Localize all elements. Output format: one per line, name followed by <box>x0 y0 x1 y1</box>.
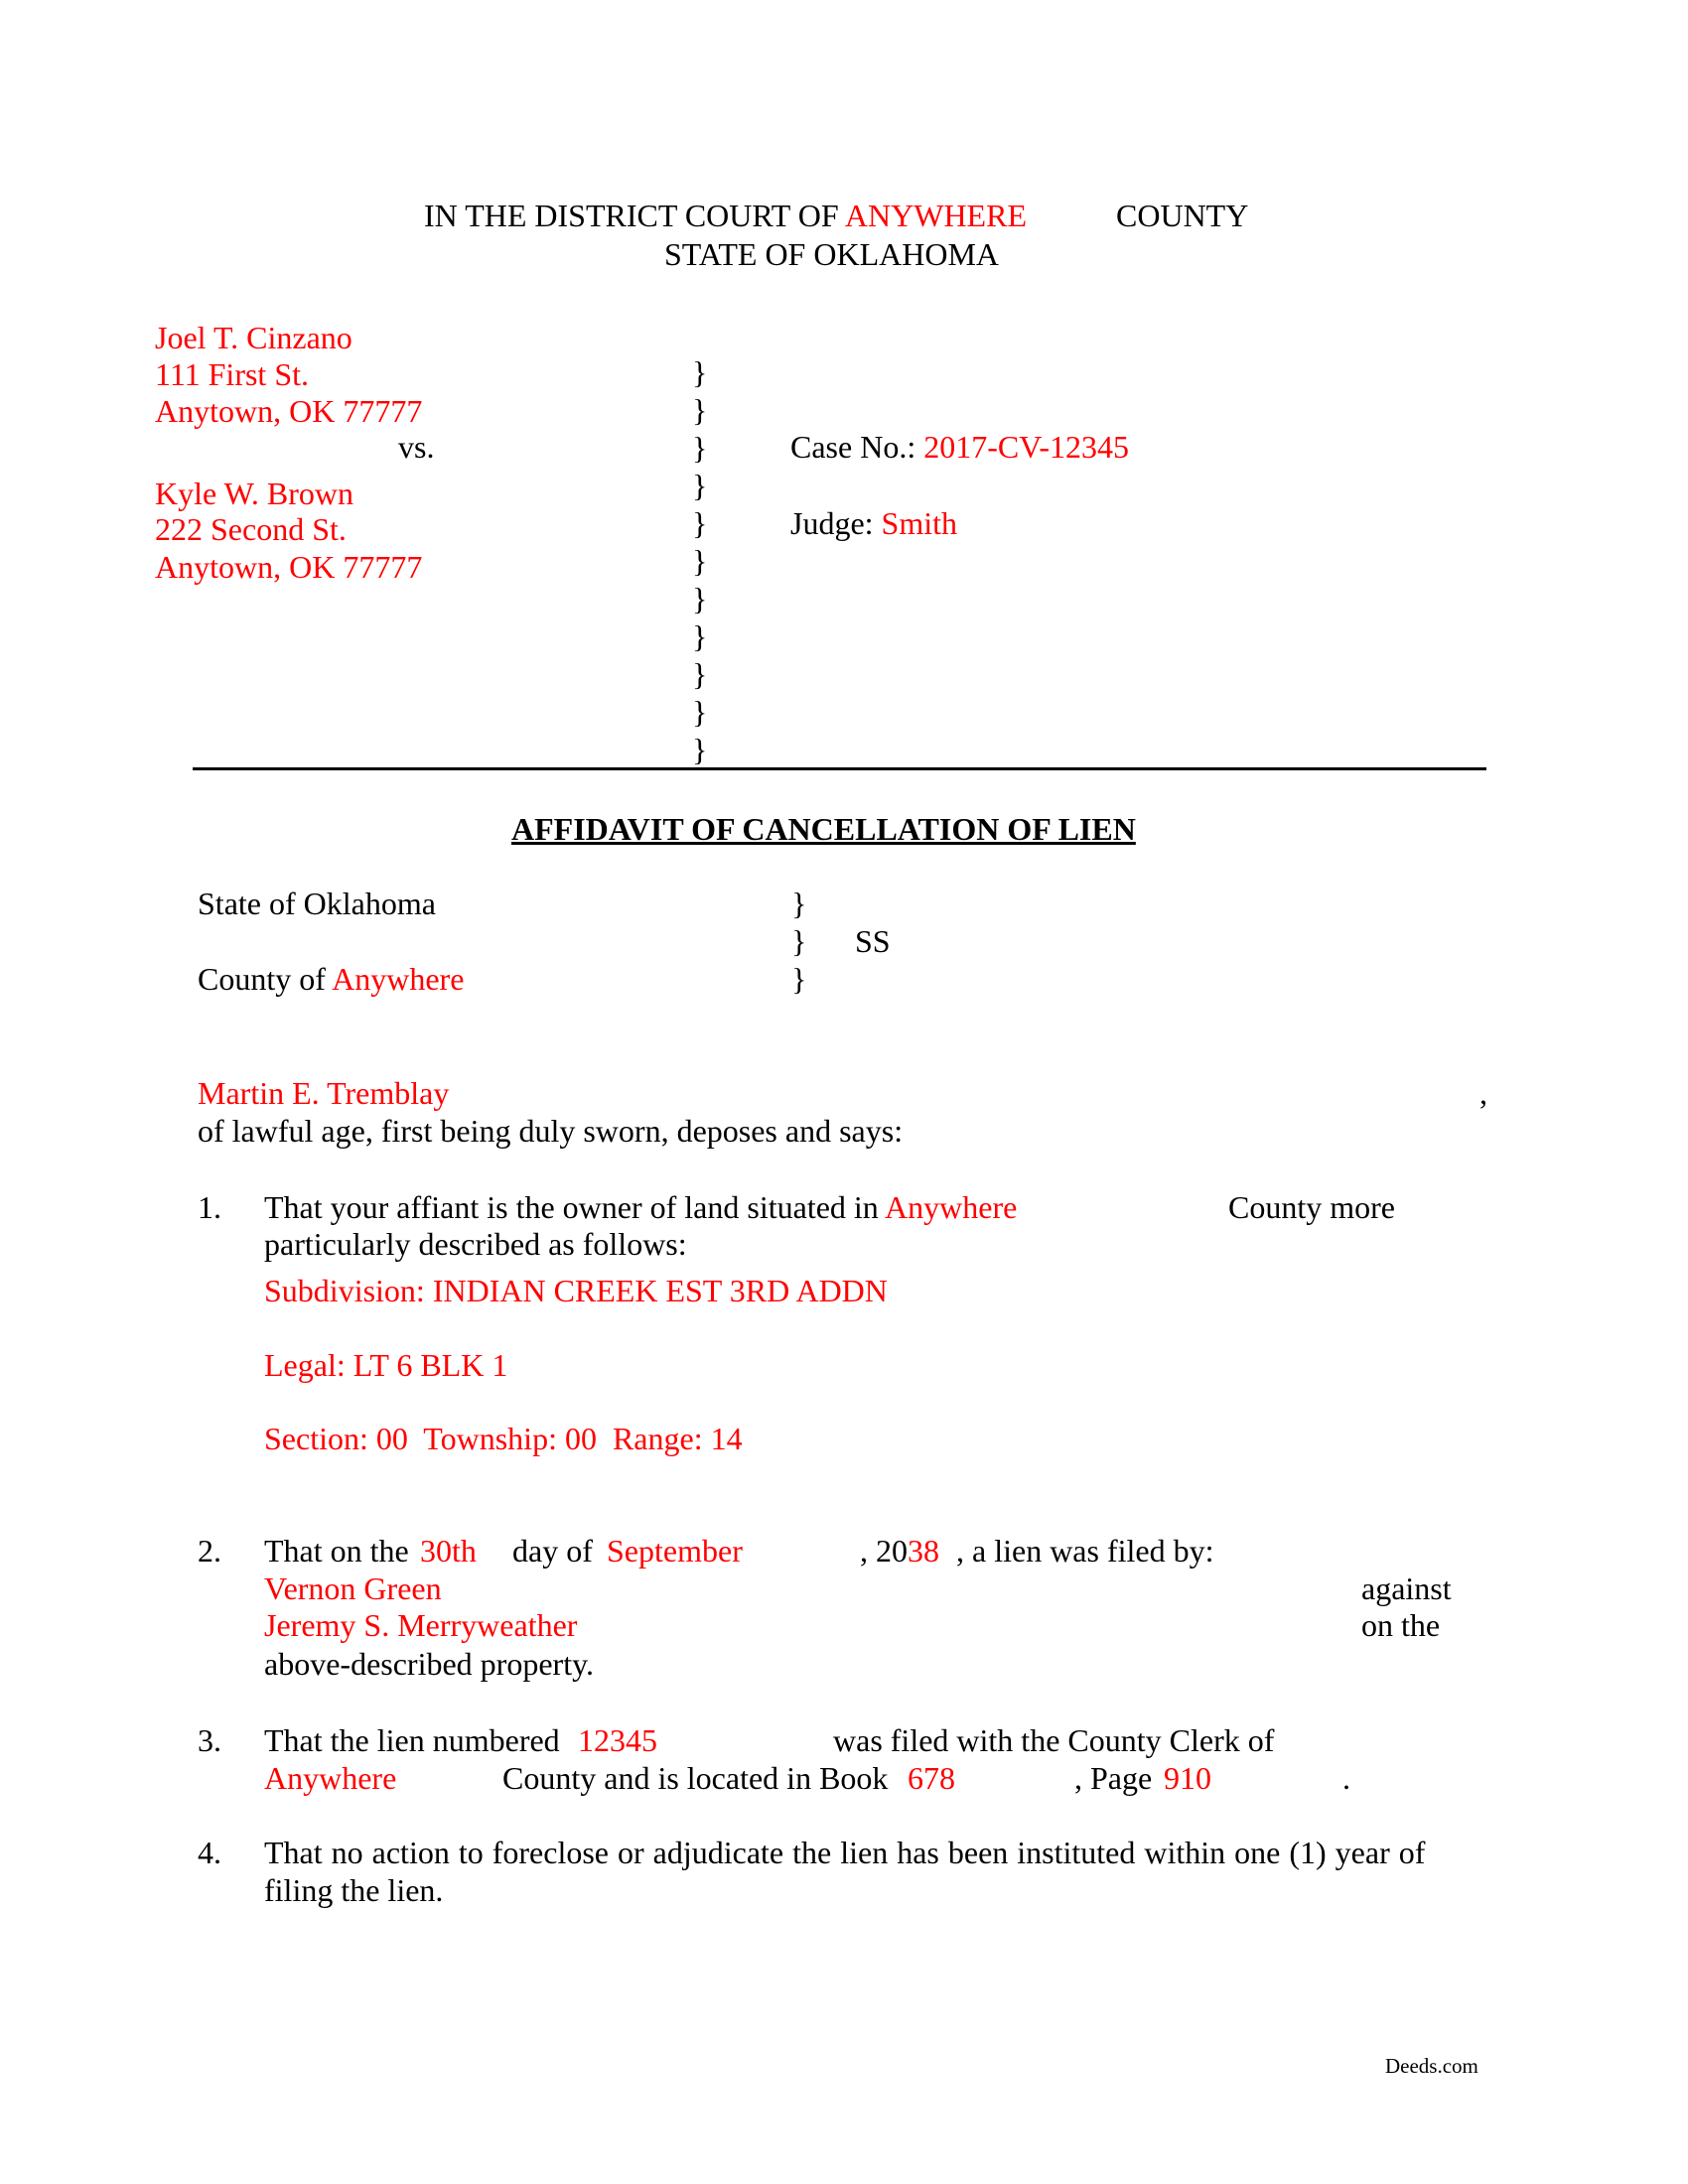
case-number-line <box>790 431 1129 463</box>
item2-month: September <box>607 1533 743 1569</box>
item2-text-d: above-described property. <box>264 1646 594 1682</box>
item2-year-prefix: , 20 <box>860 1533 908 1569</box>
versus-label: vs. <box>398 429 435 465</box>
document-title: AFFIDAVIT OF CANCELLATION OF LIEN <box>511 811 1136 847</box>
venue-brace: } <box>791 961 807 997</box>
affiant-statement: of lawful age, first being duly sworn, deposes and says: <box>198 1113 904 1149</box>
court-header-line <box>424 200 1027 231</box>
item3-text-d: , Page <box>1074 1760 1153 1796</box>
item-number: 1. <box>198 1189 221 1225</box>
affiant-name: Martin E. Tremblay <box>198 1075 450 1111</box>
item1-text-a: That your affiant is the owner of land situated in <box>264 1189 879 1225</box>
defendant-street: 222 Second St. <box>155 511 347 547</box>
item3-period: . <box>1342 1760 1350 1796</box>
item1-legal: Legal: LT 6 BLK 1 <box>264 1347 508 1383</box>
item2-day: 30th <box>420 1533 477 1569</box>
item-number: 2. <box>198 1533 221 1569</box>
item3-text-c: County and is located in Book <box>502 1760 889 1796</box>
item2-year-suffix: 38 <box>908 1533 939 1569</box>
item-number: 3. <box>198 1722 221 1758</box>
caption-brace: } <box>692 505 708 541</box>
item1-county: Anywhere <box>885 1189 1018 1225</box>
item2-against: against <box>1361 1570 1452 1606</box>
plaintiff-street: 111 First St. <box>155 356 309 392</box>
judge-name: Smith <box>881 505 958 541</box>
item3-page: 910 <box>1164 1760 1211 1796</box>
venue-brace: } <box>791 886 807 921</box>
court-county-name: ANYWHERE <box>844 198 1027 233</box>
caption-brace: } <box>692 430 708 466</box>
item2-claimant: Vernon Green <box>264 1570 442 1606</box>
caption-brace: } <box>692 694 708 730</box>
venue-brace: } <box>791 923 807 959</box>
item2-text-b: day of <box>512 1533 593 1569</box>
case-number: 2017-CV-12345 <box>923 429 1130 465</box>
item2-year-line <box>860 1535 939 1567</box>
judge-line <box>790 507 957 539</box>
venue-county-name: Anywhere <box>332 961 465 997</box>
caption-brace: } <box>692 581 708 616</box>
affiant-comma: , <box>1479 1075 1487 1111</box>
venue-county-label: County of <box>198 961 326 997</box>
item3-book: 678 <box>908 1760 955 1796</box>
item1-text-b: County more <box>1228 1189 1395 1225</box>
court-prefix: IN THE DISTRICT COURT OF <box>424 198 839 233</box>
item3-lien-number: 12345 <box>578 1722 657 1758</box>
item3-text-b: was filed with the County Clerk of <box>833 1722 1275 1758</box>
venue-ss: SS <box>855 923 891 959</box>
item-number: 4. <box>198 1835 221 1870</box>
footer-brand: Deeds.com <box>1385 2054 1478 2078</box>
court-county-word: COUNTY <box>1116 198 1249 233</box>
item2-text-a: That on the <box>264 1533 409 1569</box>
court-state-line: STATE OF OKLAHOMA <box>664 236 999 272</box>
plaintiff-name: Joel T. Cinzano <box>155 320 352 355</box>
item1-section: Section: 00 Township: 00 Range: 14 <box>264 1421 743 1456</box>
caption-divider <box>193 767 1486 770</box>
defendant-city: Anytown, OK 77777 <box>155 549 423 585</box>
item2-text-c: , a lien was filed by: <box>956 1533 1214 1569</box>
item4-line1: That no action to foreclose or adjudicate the lien has been instituted within one (1) year of <box>264 1835 1426 1870</box>
item3-county: Anywhere <box>264 1760 397 1796</box>
defendant-name: Kyle W. Brown <box>155 476 353 511</box>
caption-brace: } <box>692 543 708 579</box>
caption-brace: } <box>692 392 708 428</box>
caption-brace: } <box>692 618 708 654</box>
case-label: Case No.: <box>790 429 916 465</box>
venue-county-line <box>198 963 464 995</box>
item2-owner: Jeremy S. Merryweather <box>264 1607 578 1643</box>
venue-state: State of Oklahoma <box>198 886 436 921</box>
caption-brace: } <box>692 468 708 503</box>
caption-brace: } <box>692 656 708 692</box>
item1-subdivision: Subdivision: INDIAN CREEK EST 3RD ADDN <box>264 1273 888 1308</box>
caption-brace: } <box>692 732 708 767</box>
caption-brace: } <box>692 354 708 390</box>
judge-label: Judge: <box>790 505 874 541</box>
item1-line1 <box>264 1191 1017 1223</box>
item3-text-a: That the lien numbered <box>264 1722 560 1758</box>
plaintiff-city: Anytown, OK 77777 <box>155 393 423 429</box>
item1-text-c: particularly described as follows: <box>264 1226 687 1262</box>
item4-line2: filing the lien. <box>264 1872 444 1908</box>
item2-on-the: on the <box>1361 1607 1441 1643</box>
